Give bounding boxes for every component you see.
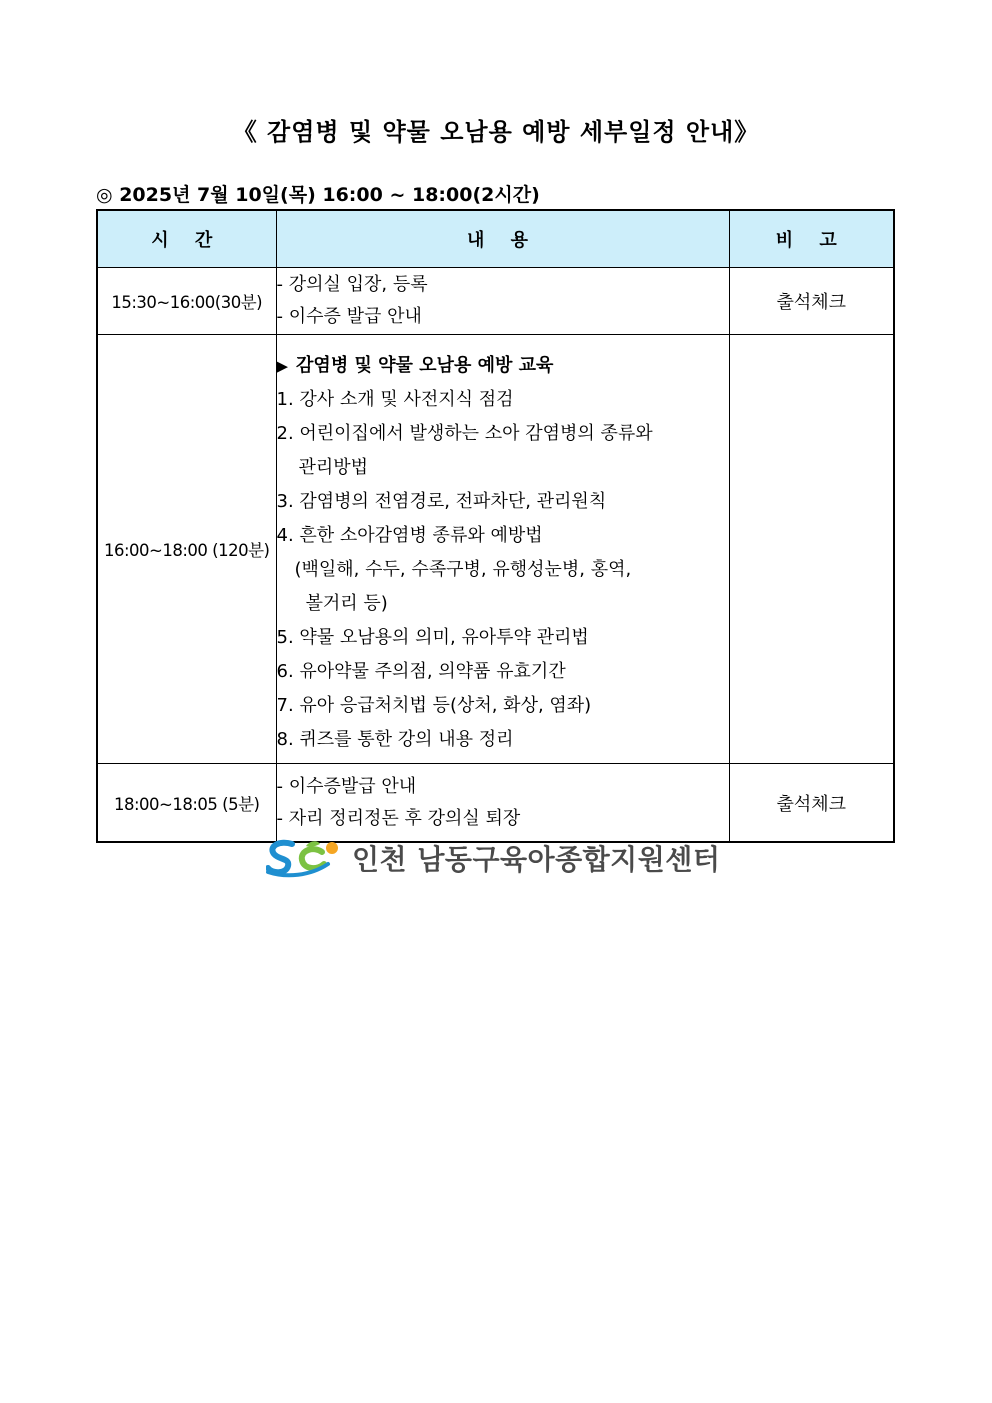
content-line: - 강의실 입장, 등록 (276, 274, 428, 295)
header-time: 시 간 (97, 210, 276, 268)
row-time: 15:30~16:00(30분) (97, 268, 276, 335)
row-content (276, 764, 729, 843)
table-row (97, 268, 894, 335)
footer-logo (266, 838, 720, 878)
content-line: - 자리 정리정돈 후 강의실 퇴장 (276, 807, 521, 829)
row-note: 출석체크 (729, 268, 894, 335)
row-time: 18:00~18:05 (5분) (97, 764, 276, 843)
content-line: 5. 약물 오남용의 의미, 유아투약 관리법 (276, 627, 589, 648)
content-line: 3. 감염병의 전염경로, 전파차단, 관리원칙 (276, 491, 607, 512)
table-row (97, 335, 894, 764)
page-title: 《 감염병 및 약물 오남용 예방 세부일정 안내》 (232, 118, 760, 146)
content-line: 관리방법 (298, 457, 369, 478)
content-line: 볼거리 등) (305, 593, 388, 614)
content-line: 8. 퀴즈를 통한 강의 내용 정리 (276, 729, 514, 750)
row-note (729, 335, 894, 764)
content-line: 6. 유아약물 주의점, 의약품 유효기간 (276, 661, 566, 682)
row-time: 16:00~18:00 (120분) (97, 335, 276, 764)
content-line: 2. 어린이집에서 발생하는 소아 감염병의 종류와 (276, 423, 653, 444)
row-content (276, 268, 729, 335)
table-header-row (97, 210, 894, 268)
content-line: (백일해, 수두, 수족구병, 유행성눈병, 홍역, (294, 559, 632, 580)
triangle-bullet-icon: ▶ (276, 357, 289, 375)
content-line: 1. 강사 소개 및 사전지식 점검 (276, 389, 514, 410)
table-row (97, 764, 894, 843)
event-date: ◎ 2025년 7월 10일(목) 16:00 ~ 18:00(2시간) (96, 184, 540, 206)
content-line: 7. 유아 응급처치법 등(상처, 화상, 염좌) (276, 695, 592, 716)
row-content (276, 335, 729, 764)
row-note: 출석체크 (729, 764, 894, 843)
content-heading: ▶ 감염병 및 약물 오남용 예방 교육 (277, 349, 729, 383)
organization-name: 인천 남동구육아종합지원센터 (352, 843, 721, 876)
header-content: 내 용 (276, 210, 729, 268)
schedule-table (96, 209, 895, 843)
header-note: 비 고 (729, 210, 894, 268)
content-line: - 이수증발급 안내 (276, 775, 417, 797)
center-logo-icon (266, 838, 342, 878)
content-line: - 이수증 발급 안내 (276, 306, 422, 327)
content-line: 4. 흔한 소아감염병 종류와 예방법 (276, 525, 543, 546)
